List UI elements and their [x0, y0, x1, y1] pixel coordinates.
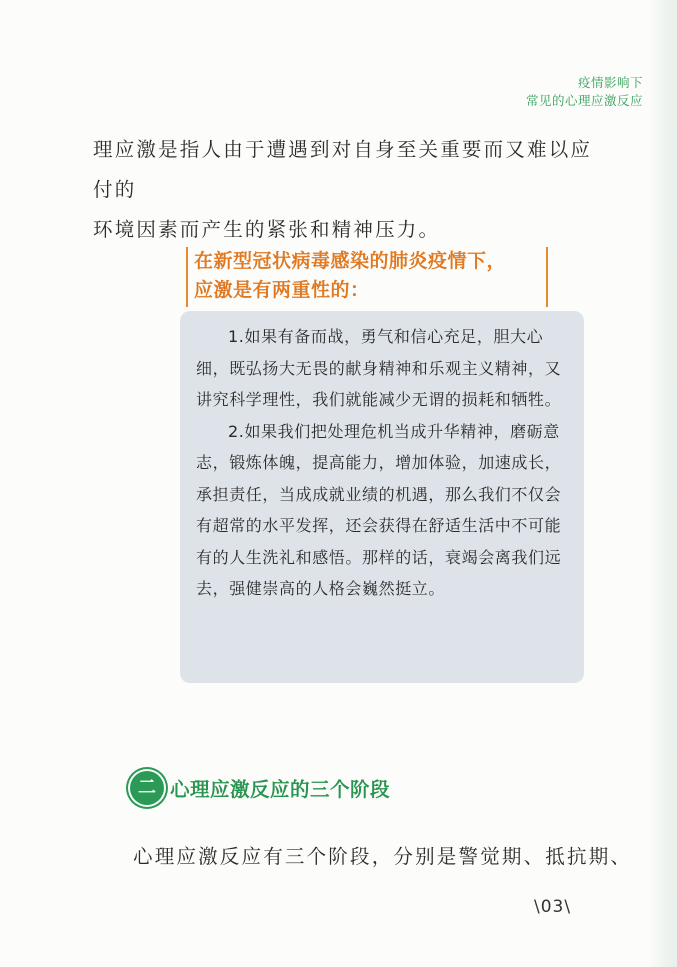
callout-heading-line-2: 应激是有两重性的：	[194, 279, 370, 301]
callout-point-1: 1.如果有备而战，勇气和信心充足，胆大心细，既弘扬大无畏的献身精神和乐观主义精神，又讲究科学理性，我们就能减少无谓的损耗和牺牲。	[196, 327, 562, 409]
callout-heading-line-1: 在新型冠状病毒感染的肺炎疫情下，	[194, 250, 507, 272]
intro-paragraph	[93, 130, 593, 250]
callout-point-2: 2.如果我们把处理危机当成升华精神，磨砺意志，锻炼体魄，提高能力，增加体验，加速成长，承担责任，当成成就业绩的机遇，那么我们不仅会有超常的水平发挥，还会获得在舒适生活中不可能有的人生洗礼和感悟。那样的话，衰竭会离我们远去，强健崇高的人格会巍然挺立。	[196, 421, 562, 598]
page-edge-shade	[649, 0, 677, 967]
running-header-line-1: 疫情影响下	[577, 75, 643, 90]
body-paragraph-line: 心理应激反应有三个阶段，分别是警觉期、抵抗期、	[133, 845, 633, 868]
intro-line-1: 理应激是指人由于遭遇到对自身至关重要而又难以应付的	[93, 138, 593, 201]
running-header	[526, 74, 643, 110]
section-title: 心理应激反应的三个阶段	[170, 778, 391, 801]
running-header-line-2: 常见的心理应激反应	[525, 93, 643, 108]
callout-heading	[186, 247, 548, 307]
section-number-badge	[130, 771, 164, 805]
section-heading	[126, 768, 390, 808]
intro-line-2: 环境因素而产生的紧张和精神压力。	[93, 218, 441, 241]
page-number: \03\	[534, 897, 572, 917]
section-number: 二	[138, 777, 156, 798]
callout-box	[180, 311, 584, 683]
